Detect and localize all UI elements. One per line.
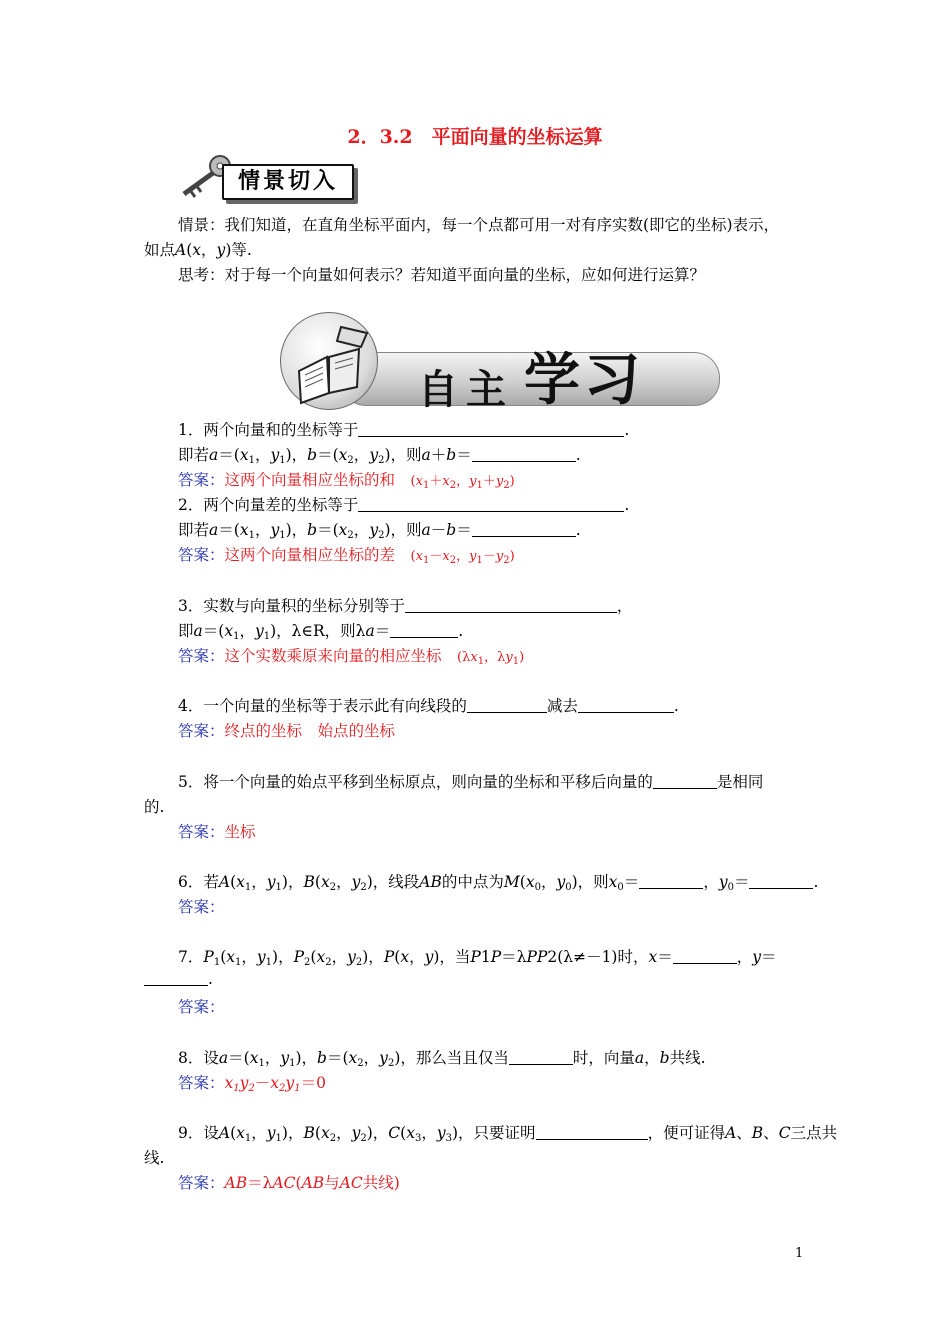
q7-line1: 7．$P_1(x_1$，$y_1$)，$P_2(x_2$，$y_2$)，P(x，y)，当P1P＝λPP2(λ≠－1)时，x＝ ，y＝ [178,948,777,968]
scene-intro-badge [178,152,354,202]
q4-answer: 答案：终点的坐标 始点的坐标 [178,722,396,740]
q5-line2: 的. [144,798,165,816]
q9-answer: 答案：AB＝λAC(AB与AC共线) [178,1174,400,1192]
page-title: 2．3.2 平面向量的坐标运算 [347,126,603,148]
q3-line1: 3．实数与向量积的坐标分别等于 ， [178,597,633,615]
q1-line2: 即若$a=(x_1$，$y_1$)，$b=(x_2$，$y_2$)，则a＋b＝ . [178,446,581,466]
q2-answer: 答案：这两个向量相应坐标的差 ($x_1-x_2$，$y_1-y_2$) [178,546,515,566]
q8-line1: 8．设$a=(x_1$，$y_1$)，$b=(x_2$，$y_2$)，那么当且仅当 时，向量a，b共线. [178,1049,706,1069]
q5-answer: 答案：坐标 [178,823,256,841]
think-text: 思考：对于每一个向量如何表示？若知道平面向量的坐标，应如何进行运算？ [178,266,706,284]
q7-line2: . [144,970,213,988]
q1-line1: 1．两个向量和的坐标等于 . [178,421,630,439]
q5-line1: 5．将一个向量的始点平移到坐标原点，则向量的坐标和平移后向量的 是相同 [178,773,764,791]
q4-line1: 4．一个向量的坐标等于表示此有向线段的 减去 . [178,697,679,715]
q9-line2: 线. [144,1149,165,1167]
book-emblem [280,312,378,410]
scene-intro-label: 情景切入 [222,164,354,200]
q2-line2: 即若$a=(x_1$，$y_1$)，$b=(x_2$，$y_2$)，则a－b＝ . [178,521,581,541]
q2-line1: 2．两个向量差的坐标等于 . [178,496,630,514]
page-number: 1 [795,1246,804,1261]
q6-line1: 6．若$A(x_1$，$y_1$)，$B(x_2$，$y_2$)，线段AB的中点为$M(x_0$，$y_0$)，则$x_0=$ ，$y_0=$ . [178,873,819,893]
q1-answer: 答案：这两个向量相应坐标的和 ($x_1+x_2$，$y_1+y_2$) [178,471,515,491]
q6-answer: 答案： [178,898,225,916]
self-study-banner [280,312,720,413]
q7-answer: 答案： [178,998,225,1016]
scene-text-line2: 如点A(x，y)等. [144,241,252,259]
banner-text-study: 学习 [524,348,644,413]
q3-answer: 答案：这个实数乘原来向量的相应坐标 ($\lambda x_1$，$\lambda y_1$) [178,647,525,667]
scene-text-line1: 情景：我们知道，在直角坐标平面内，每一个点都可用一对有序实数(即它的坐标)表示， [178,216,780,234]
q8-answer: 答案：$x_1y_2-x_2y_1=0$ [178,1074,326,1094]
q9-line1: 9．设$A(x_1$，$y_1$)，$B(x_2$，$y_2$)，$C(x_3$，$y_3$)，只要证明 ，便可证得A、B、C三点共 [178,1124,838,1144]
open-book-icon [281,313,377,409]
banner-text-self: 自主 [418,367,514,413]
q3-line2: 即$a=(x_1$，$y_1$)，λ∈R，则λa＝ . [178,622,464,642]
